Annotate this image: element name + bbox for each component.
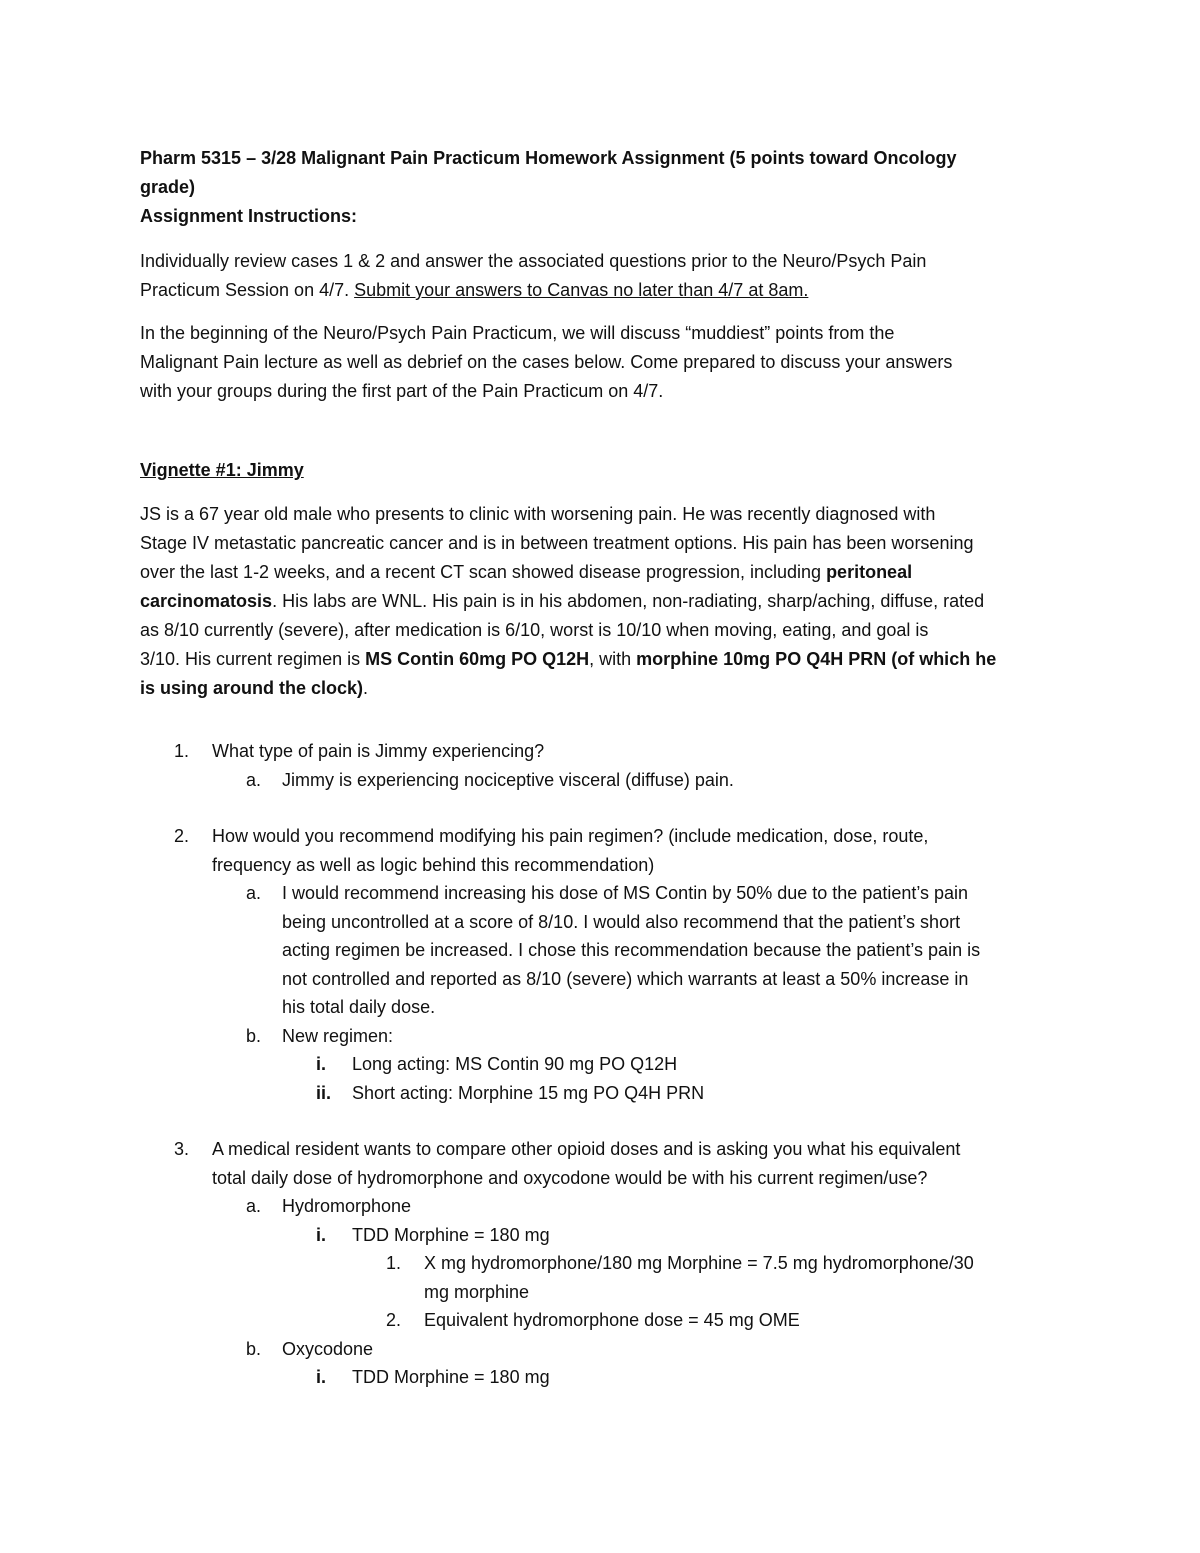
answer-3a-i-2 bbox=[386, 1306, 1060, 1335]
answer-line: being uncontrolled at a score of 8/10. I would also recommend that the patient’s short bbox=[282, 911, 961, 932]
instructions-heading: Assignment Instructions: bbox=[140, 206, 358, 226]
question-2 bbox=[174, 822, 1060, 879]
answer-letter: a. bbox=[246, 883, 262, 903]
vignette-line-6b: , with bbox=[589, 649, 637, 669]
answer-text: Hydromorphone bbox=[282, 1196, 412, 1216]
answer-3a bbox=[246, 1192, 1060, 1221]
answer-text bbox=[282, 879, 1060, 1022]
question-number: 2. bbox=[174, 826, 190, 846]
assignment-title bbox=[140, 144, 1060, 202]
answer-2b-i bbox=[316, 1050, 1060, 1079]
answer-2b-ii bbox=[316, 1079, 1060, 1108]
question-number: 1. bbox=[174, 741, 190, 761]
answer-2a bbox=[246, 879, 1060, 1022]
submission-deadline: Submit your answers to Canvas no later than 4/7 at 8am. bbox=[354, 280, 809, 300]
answer-text: New regimen: bbox=[282, 1025, 394, 1046]
question-line: frequency as well as logic behind this recommendation) bbox=[212, 854, 655, 875]
answer-roman: i. bbox=[316, 1224, 327, 1245]
question-text bbox=[212, 1135, 1060, 1192]
question-text bbox=[212, 822, 1060, 879]
vignette-bold-clock: is using around the clock) bbox=[140, 678, 364, 698]
vignette-bold-carcinomatosis: carcinomatosis bbox=[140, 591, 273, 611]
answer-letter: b. bbox=[246, 1338, 262, 1359]
title-line-1: Pharm 5315 – 3/28 Malignant Pain Practicum Homework Assignment (5 points toward Oncology bbox=[140, 148, 957, 168]
question-1 bbox=[174, 737, 1060, 766]
answer-text: TDD Morphine = 180 mg bbox=[352, 1367, 550, 1387]
answer-text bbox=[424, 1249, 1060, 1306]
vignette-title: Vignette #1: Jimmy bbox=[140, 460, 304, 480]
question-number: 3. bbox=[174, 1139, 190, 1159]
answer-line: X mg hydromorphone/180 mg Morphine = 7.5 mg hydromorphone/30 bbox=[424, 1253, 974, 1273]
answer-roman: i. bbox=[316, 1054, 327, 1074]
vignette-bold-morphine: morphine 10mg PO Q4H PRN (of which he bbox=[636, 649, 997, 669]
vignette-paragraph bbox=[140, 500, 1060, 703]
answer-line: not controlled and reported as 8/10 (severe) which warrants at least a 50% increase in bbox=[282, 968, 969, 989]
vignette-line-6: 3/10. His current regimen is bbox=[140, 649, 366, 669]
answer-3a-i bbox=[316, 1221, 1060, 1250]
vignette-bold-peritoneal: peritoneal bbox=[826, 562, 913, 582]
intro-p2-line-3: with your groups during the first part of the Pain Practicum on 4/7. bbox=[140, 381, 664, 401]
answer-3b bbox=[246, 1335, 1060, 1364]
answer-2b bbox=[246, 1022, 1060, 1051]
answer-roman: ii. bbox=[316, 1082, 332, 1103]
vignette-line-1: JS is a 67 year old male who presents to clinic with worsening pain. He was recently diagnosed with bbox=[140, 504, 936, 524]
answer-line: acting regimen be increased. I chose this recommendation because the patient’s pain is bbox=[282, 940, 981, 960]
answer-line: I would recommend increasing his dose of MS Contin by 50% due to the patient’s pain bbox=[282, 883, 969, 903]
vignette-line-5: as 8/10 currently (severe), after medication is 6/10, worst is 10/10 when moving, eating, and goal is bbox=[140, 620, 929, 640]
intro-p1-line-2: Practicum Session on 4/7. bbox=[140, 280, 355, 300]
answer-roman: i. bbox=[316, 1367, 327, 1387]
document-content bbox=[140, 144, 1060, 1392]
answer-letter: b. bbox=[246, 1025, 262, 1046]
answer-text: Equivalent hydromorphone dose = 45 mg OME bbox=[424, 1310, 800, 1330]
question-line: A medical resident wants to compare other opioid doses and is asking you what his equivalent bbox=[212, 1139, 961, 1159]
answer-text: Long acting: MS Contin 90 mg PO Q12H bbox=[352, 1054, 678, 1074]
answer-text: Oxycodone bbox=[282, 1338, 374, 1359]
answer-letter: a. bbox=[246, 769, 262, 790]
vignette-line-4: . His labs are WNL. His pain is in his abdomen, non-radiating, sharp/aching, diffuse, rated bbox=[272, 591, 985, 611]
answer-line: his total daily dose. bbox=[282, 997, 436, 1017]
answer-text: Short acting: Morphine 15 mg PO Q4H PRN bbox=[352, 1082, 705, 1103]
question-line: How would you recommend modifying his pain regimen? (include medication, dose, route, bbox=[212, 826, 929, 846]
question-3 bbox=[174, 1135, 1060, 1192]
vignette-line-2: Stage IV metastatic pancreatic cancer and is in between treatment options. His pain has been worsening bbox=[140, 533, 974, 553]
vignette-line-7: . bbox=[363, 678, 369, 698]
answer-3b-i bbox=[316, 1363, 1060, 1392]
intro-p2-line-2: Malignant Pain lecture as well as debrief on the cases below. Come prepared to discuss your answers bbox=[140, 352, 953, 372]
vignette-bold-ms-contin: MS Contin 60mg PO Q12H bbox=[365, 649, 590, 669]
question-line: total daily dose of hydromorphone and oxycodone would be with his current regimen/use? bbox=[212, 1167, 928, 1188]
intro-paragraph-2 bbox=[140, 319, 1060, 406]
answer-3a-i-1 bbox=[386, 1249, 1060, 1306]
answer-text: Jimmy is experiencing nociceptive visceral (diffuse) pain. bbox=[282, 769, 734, 790]
answer-number: 2. bbox=[386, 1310, 402, 1330]
intro-paragraph-1 bbox=[140, 247, 1060, 305]
answer-line: mg morphine bbox=[424, 1281, 530, 1302]
intro-p1-line-1: Individually review cases 1 & 2 and answer the associated questions prior to the Neuro/Psych Pain bbox=[140, 251, 927, 271]
title-line-2: grade) bbox=[140, 177, 196, 197]
answer-letter: a. bbox=[246, 1196, 262, 1216]
vignette-line-3: over the last 1-2 weeks, and a recent CT scan showed disease progression, including bbox=[140, 562, 827, 582]
answer-text: TDD Morphine = 180 mg bbox=[352, 1224, 550, 1245]
answer-number: 1. bbox=[386, 1253, 402, 1273]
intro-p2-line-1: In the beginning of the Neuro/Psych Pain Practicum, we will discuss “muddiest” points from the bbox=[140, 323, 895, 343]
answer-1a bbox=[246, 766, 1060, 795]
question-text: What type of pain is Jimmy experiencing? bbox=[212, 741, 545, 761]
